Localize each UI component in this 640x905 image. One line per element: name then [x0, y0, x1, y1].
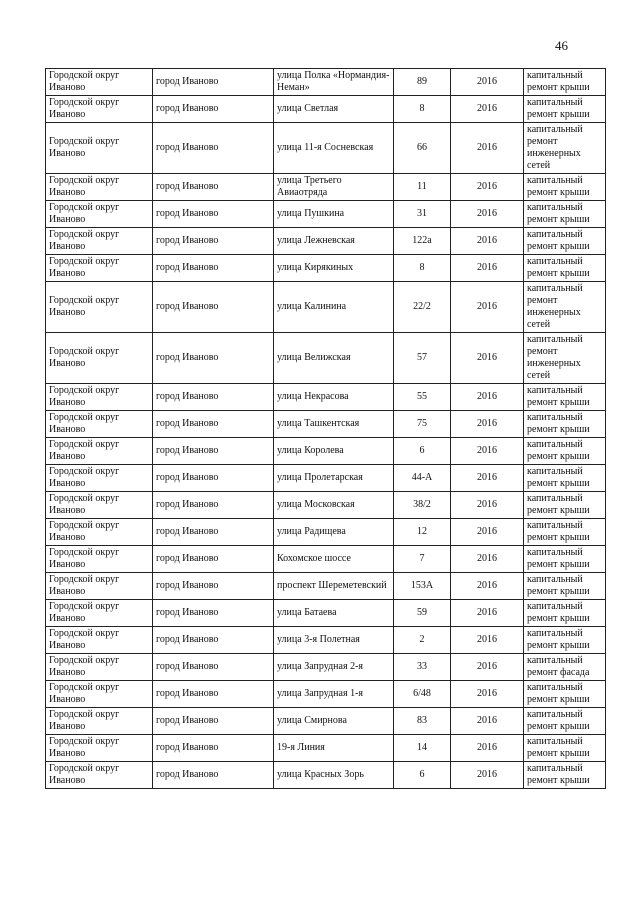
cell-okrug: Городской округ Иваново: [46, 333, 153, 384]
cell-year: 2016: [451, 573, 524, 600]
cell-okrug: Городской округ Иваново: [46, 735, 153, 762]
repair-registry-table: [45, 68, 606, 789]
cell-okrug: Городской округ Иваново: [46, 174, 153, 201]
cell-city: город Иваново: [153, 96, 274, 123]
table-row: [46, 762, 606, 789]
cell-house-number: 57: [394, 333, 451, 384]
cell-work-type: капитальный ремонт крыши: [524, 762, 606, 789]
cell-house-number: 59: [394, 600, 451, 627]
cell-okrug: Городской округ Иваново: [46, 96, 153, 123]
cell-city: город Иваново: [153, 735, 274, 762]
cell-year: 2016: [451, 96, 524, 123]
cell-okrug: Городской округ Иваново: [46, 384, 153, 411]
cell-city: город Иваново: [153, 384, 274, 411]
table-row: [46, 546, 606, 573]
cell-city: город Иваново: [153, 411, 274, 438]
table-row: [46, 174, 606, 201]
table-row: [46, 96, 606, 123]
table-row: [46, 492, 606, 519]
cell-city: город Иваново: [153, 654, 274, 681]
table-row: [46, 228, 606, 255]
cell-work-type: капитальный ремонт крыши: [524, 708, 606, 735]
cell-year: 2016: [451, 228, 524, 255]
cell-city: город Иваново: [153, 519, 274, 546]
cell-house-number: 83: [394, 708, 451, 735]
cell-city: город Иваново: [153, 123, 274, 174]
cell-work-type: капитальный ремонт инженерных сетей: [524, 282, 606, 333]
cell-city: город Иваново: [153, 228, 274, 255]
table-row: [46, 681, 606, 708]
cell-work-type: капитальный ремонт крыши: [524, 255, 606, 282]
cell-work-type: капитальный ремонт крыши: [524, 600, 606, 627]
cell-city: город Иваново: [153, 627, 274, 654]
cell-house-number: 66: [394, 123, 451, 174]
cell-street: улица Пролетарская: [274, 465, 394, 492]
cell-okrug: Городской округ Иваново: [46, 255, 153, 282]
cell-okrug: Городской округ Иваново: [46, 627, 153, 654]
cell-house-number: 55: [394, 384, 451, 411]
cell-house-number: 33: [394, 654, 451, 681]
cell-okrug: Городской округ Иваново: [46, 438, 153, 465]
cell-work-type: капитальный ремонт крыши: [524, 201, 606, 228]
cell-city: город Иваново: [153, 69, 274, 96]
cell-street: улица Лежневская: [274, 228, 394, 255]
table-row: [46, 708, 606, 735]
cell-okrug: Городской округ Иваново: [46, 123, 153, 174]
table-row: [46, 333, 606, 384]
cell-year: 2016: [451, 735, 524, 762]
cell-okrug: Городской округ Иваново: [46, 519, 153, 546]
cell-work-type: капитальный ремонт крыши: [524, 465, 606, 492]
cell-year: 2016: [451, 438, 524, 465]
cell-okrug: Городской округ Иваново: [46, 411, 153, 438]
cell-okrug: Городской округ Иваново: [46, 69, 153, 96]
cell-house-number: 22/2: [394, 282, 451, 333]
cell-okrug: Городской округ Иваново: [46, 465, 153, 492]
cell-city: город Иваново: [153, 600, 274, 627]
cell-house-number: 6/48: [394, 681, 451, 708]
table-row: [46, 282, 606, 333]
cell-house-number: 11: [394, 174, 451, 201]
cell-work-type: капитальный ремонт крыши: [524, 546, 606, 573]
cell-street: проспект Шереметевский: [274, 573, 394, 600]
cell-okrug: Городской округ Иваново: [46, 546, 153, 573]
cell-work-type: капитальный ремонт крыши: [524, 384, 606, 411]
cell-city: город Иваново: [153, 708, 274, 735]
cell-city: город Иваново: [153, 174, 274, 201]
table-row: [46, 654, 606, 681]
cell-okrug: Городской округ Иваново: [46, 573, 153, 600]
cell-house-number: 8: [394, 96, 451, 123]
table-row: [46, 123, 606, 174]
cell-year: 2016: [451, 546, 524, 573]
cell-okrug: Городской округ Иваново: [46, 654, 153, 681]
cell-street: улица Третьего Авиаотряда: [274, 174, 394, 201]
cell-house-number: 12: [394, 519, 451, 546]
cell-city: город Иваново: [153, 492, 274, 519]
cell-year: 2016: [451, 69, 524, 96]
cell-street: улица Московская: [274, 492, 394, 519]
cell-street: улица Велижская: [274, 333, 394, 384]
cell-work-type: капитальный ремонт инженерных сетей: [524, 123, 606, 174]
cell-year: 2016: [451, 174, 524, 201]
cell-okrug: Городской округ Иваново: [46, 762, 153, 789]
cell-work-type: капитальный ремонт фасада: [524, 654, 606, 681]
cell-house-number: 89: [394, 69, 451, 96]
table-row: [46, 465, 606, 492]
cell-street: улица Батаева: [274, 600, 394, 627]
cell-city: город Иваново: [153, 333, 274, 384]
table-row: [46, 411, 606, 438]
cell-work-type: капитальный ремонт крыши: [524, 411, 606, 438]
cell-work-type: капитальный ремонт крыши: [524, 735, 606, 762]
table-row: [46, 519, 606, 546]
cell-okrug: Городской округ Иваново: [46, 681, 153, 708]
cell-street: улица Смирнова: [274, 708, 394, 735]
cell-street: 19-я Линия: [274, 735, 394, 762]
cell-okrug: Городской округ Иваново: [46, 282, 153, 333]
table-row: [46, 573, 606, 600]
cell-okrug: Городской округ Иваново: [46, 201, 153, 228]
cell-street: улица Запрудная 2-я: [274, 654, 394, 681]
table-row: [46, 627, 606, 654]
table-row: [46, 201, 606, 228]
cell-street: улица Калинина: [274, 282, 394, 333]
cell-work-type: капитальный ремонт крыши: [524, 573, 606, 600]
table-row: [46, 438, 606, 465]
cell-street: улица Радищева: [274, 519, 394, 546]
cell-house-number: 38/2: [394, 492, 451, 519]
cell-street: улица Королева: [274, 438, 394, 465]
cell-year: 2016: [451, 600, 524, 627]
cell-city: город Иваново: [153, 201, 274, 228]
cell-street: улица Кирякиных: [274, 255, 394, 282]
cell-house-number: 153А: [394, 573, 451, 600]
cell-work-type: капитальный ремонт крыши: [524, 681, 606, 708]
cell-year: 2016: [451, 123, 524, 174]
table-row: [46, 69, 606, 96]
cell-house-number: 6: [394, 438, 451, 465]
cell-year: 2016: [451, 201, 524, 228]
cell-year: 2016: [451, 384, 524, 411]
cell-city: город Иваново: [153, 573, 274, 600]
cell-street: улица Запрудная 1-я: [274, 681, 394, 708]
table-row: [46, 600, 606, 627]
cell-work-type: капитальный ремонт крыши: [524, 174, 606, 201]
cell-city: город Иваново: [153, 681, 274, 708]
cell-year: 2016: [451, 627, 524, 654]
cell-work-type: капитальный ремонт крыши: [524, 519, 606, 546]
table-row: [46, 735, 606, 762]
cell-city: город Иваново: [153, 465, 274, 492]
cell-street: улица Некрасова: [274, 384, 394, 411]
cell-okrug: Городской округ Иваново: [46, 600, 153, 627]
page-number: 46: [555, 38, 568, 53]
cell-work-type: капитальный ремонт крыши: [524, 438, 606, 465]
cell-year: 2016: [451, 465, 524, 492]
cell-year: 2016: [451, 708, 524, 735]
cell-house-number: 44-А: [394, 465, 451, 492]
cell-work-type: капитальный ремонт инженерных сетей: [524, 333, 606, 384]
cell-work-type: капитальный ремонт крыши: [524, 627, 606, 654]
cell-house-number: 7: [394, 546, 451, 573]
cell-okrug: Городской округ Иваново: [46, 492, 153, 519]
cell-city: город Иваново: [153, 762, 274, 789]
cell-year: 2016: [451, 255, 524, 282]
cell-house-number: 31: [394, 201, 451, 228]
cell-street: улица 3-я Полетная: [274, 627, 394, 654]
table-body: [46, 69, 606, 789]
cell-street: улица Полка «Нормандия-Неман»: [274, 69, 394, 96]
cell-year: 2016: [451, 411, 524, 438]
cell-work-type: капитальный ремонт крыши: [524, 228, 606, 255]
cell-okrug: Городской округ Иваново: [46, 708, 153, 735]
cell-work-type: капитальный ремонт крыши: [524, 492, 606, 519]
cell-year: 2016: [451, 681, 524, 708]
cell-okrug: Городской округ Иваново: [46, 228, 153, 255]
cell-year: 2016: [451, 492, 524, 519]
cell-city: город Иваново: [153, 282, 274, 333]
cell-house-number: 75: [394, 411, 451, 438]
cell-year: 2016: [451, 654, 524, 681]
cell-street: улица 11-я Сосневская: [274, 123, 394, 174]
cell-street: улица Красных Зорь: [274, 762, 394, 789]
cell-street: Кохомское шоссе: [274, 546, 394, 573]
cell-house-number: 14: [394, 735, 451, 762]
cell-city: город Иваново: [153, 438, 274, 465]
cell-city: город Иваново: [153, 255, 274, 282]
table-row: [46, 255, 606, 282]
cell-work-type: капитальный ремонт крыши: [524, 69, 606, 96]
cell-city: город Иваново: [153, 546, 274, 573]
cell-work-type: капитальный ремонт крыши: [524, 96, 606, 123]
cell-house-number: 122а: [394, 228, 451, 255]
cell-year: 2016: [451, 333, 524, 384]
cell-street: улица Светлая: [274, 96, 394, 123]
cell-house-number: 8: [394, 255, 451, 282]
cell-year: 2016: [451, 519, 524, 546]
cell-house-number: 6: [394, 762, 451, 789]
cell-year: 2016: [451, 282, 524, 333]
cell-street: улица Ташкентская: [274, 411, 394, 438]
cell-street: улица Пушкина: [274, 201, 394, 228]
cell-house-number: 2: [394, 627, 451, 654]
table-row: [46, 384, 606, 411]
cell-year: 2016: [451, 762, 524, 789]
